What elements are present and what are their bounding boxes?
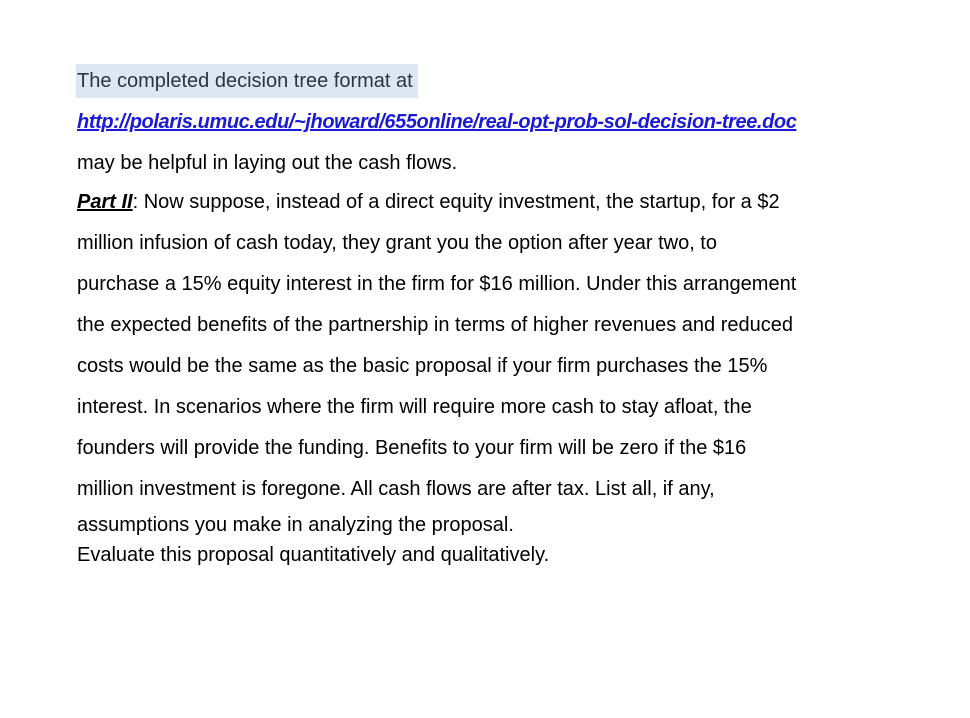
document-body	[77, 62, 947, 570]
part-two-first-line	[77, 182, 947, 223]
link-line	[77, 100, 947, 144]
paragraph-line: founders will provide the funding. Benefits to your firm will be zero if the $16	[77, 437, 747, 459]
paragraph-line: million infusion of cash today, they grant you the option after year two, to	[77, 232, 717, 254]
part-two-label: Part II	[77, 191, 133, 213]
paragraph-line: interest. In scenarios where the firm will require more cash to stay afloat, the	[77, 396, 752, 418]
paragraph-line: the expected benefits of the partnership in terms of higher revenues and reduced	[77, 314, 794, 336]
after-link-line: may be helpful in laying out the cash flows.	[77, 152, 458, 174]
paragraph-line: assumptions you make in analyzing the proposal.	[77, 514, 514, 536]
part-two-first-line-text: : Now suppose, instead of a direct equity investment, the startup, for a $2	[132, 191, 780, 213]
selected-text-highlight[interactable]: The completed decision tree format at	[76, 64, 418, 98]
intro-line	[77, 62, 947, 100]
paragraph-line: costs would be the same as the basic proposal if your firm purchases the 15%	[77, 355, 768, 377]
final-instruction-line: Evaluate this proposal quantitatively and qualitatively.	[77, 544, 550, 566]
paragraph-line: million investment is foregone. All cash flows are after tax. List all, if any,	[77, 478, 715, 500]
decision-tree-doc-link[interactable]: http://polaris.umuc.edu/~jhoward/655online/real-opt-prob-sol-decision-tree.doc	[77, 111, 797, 133]
paragraph-line: purchase a 15% equity interest in the firm for $16 million. Under this arrangement	[77, 273, 797, 295]
